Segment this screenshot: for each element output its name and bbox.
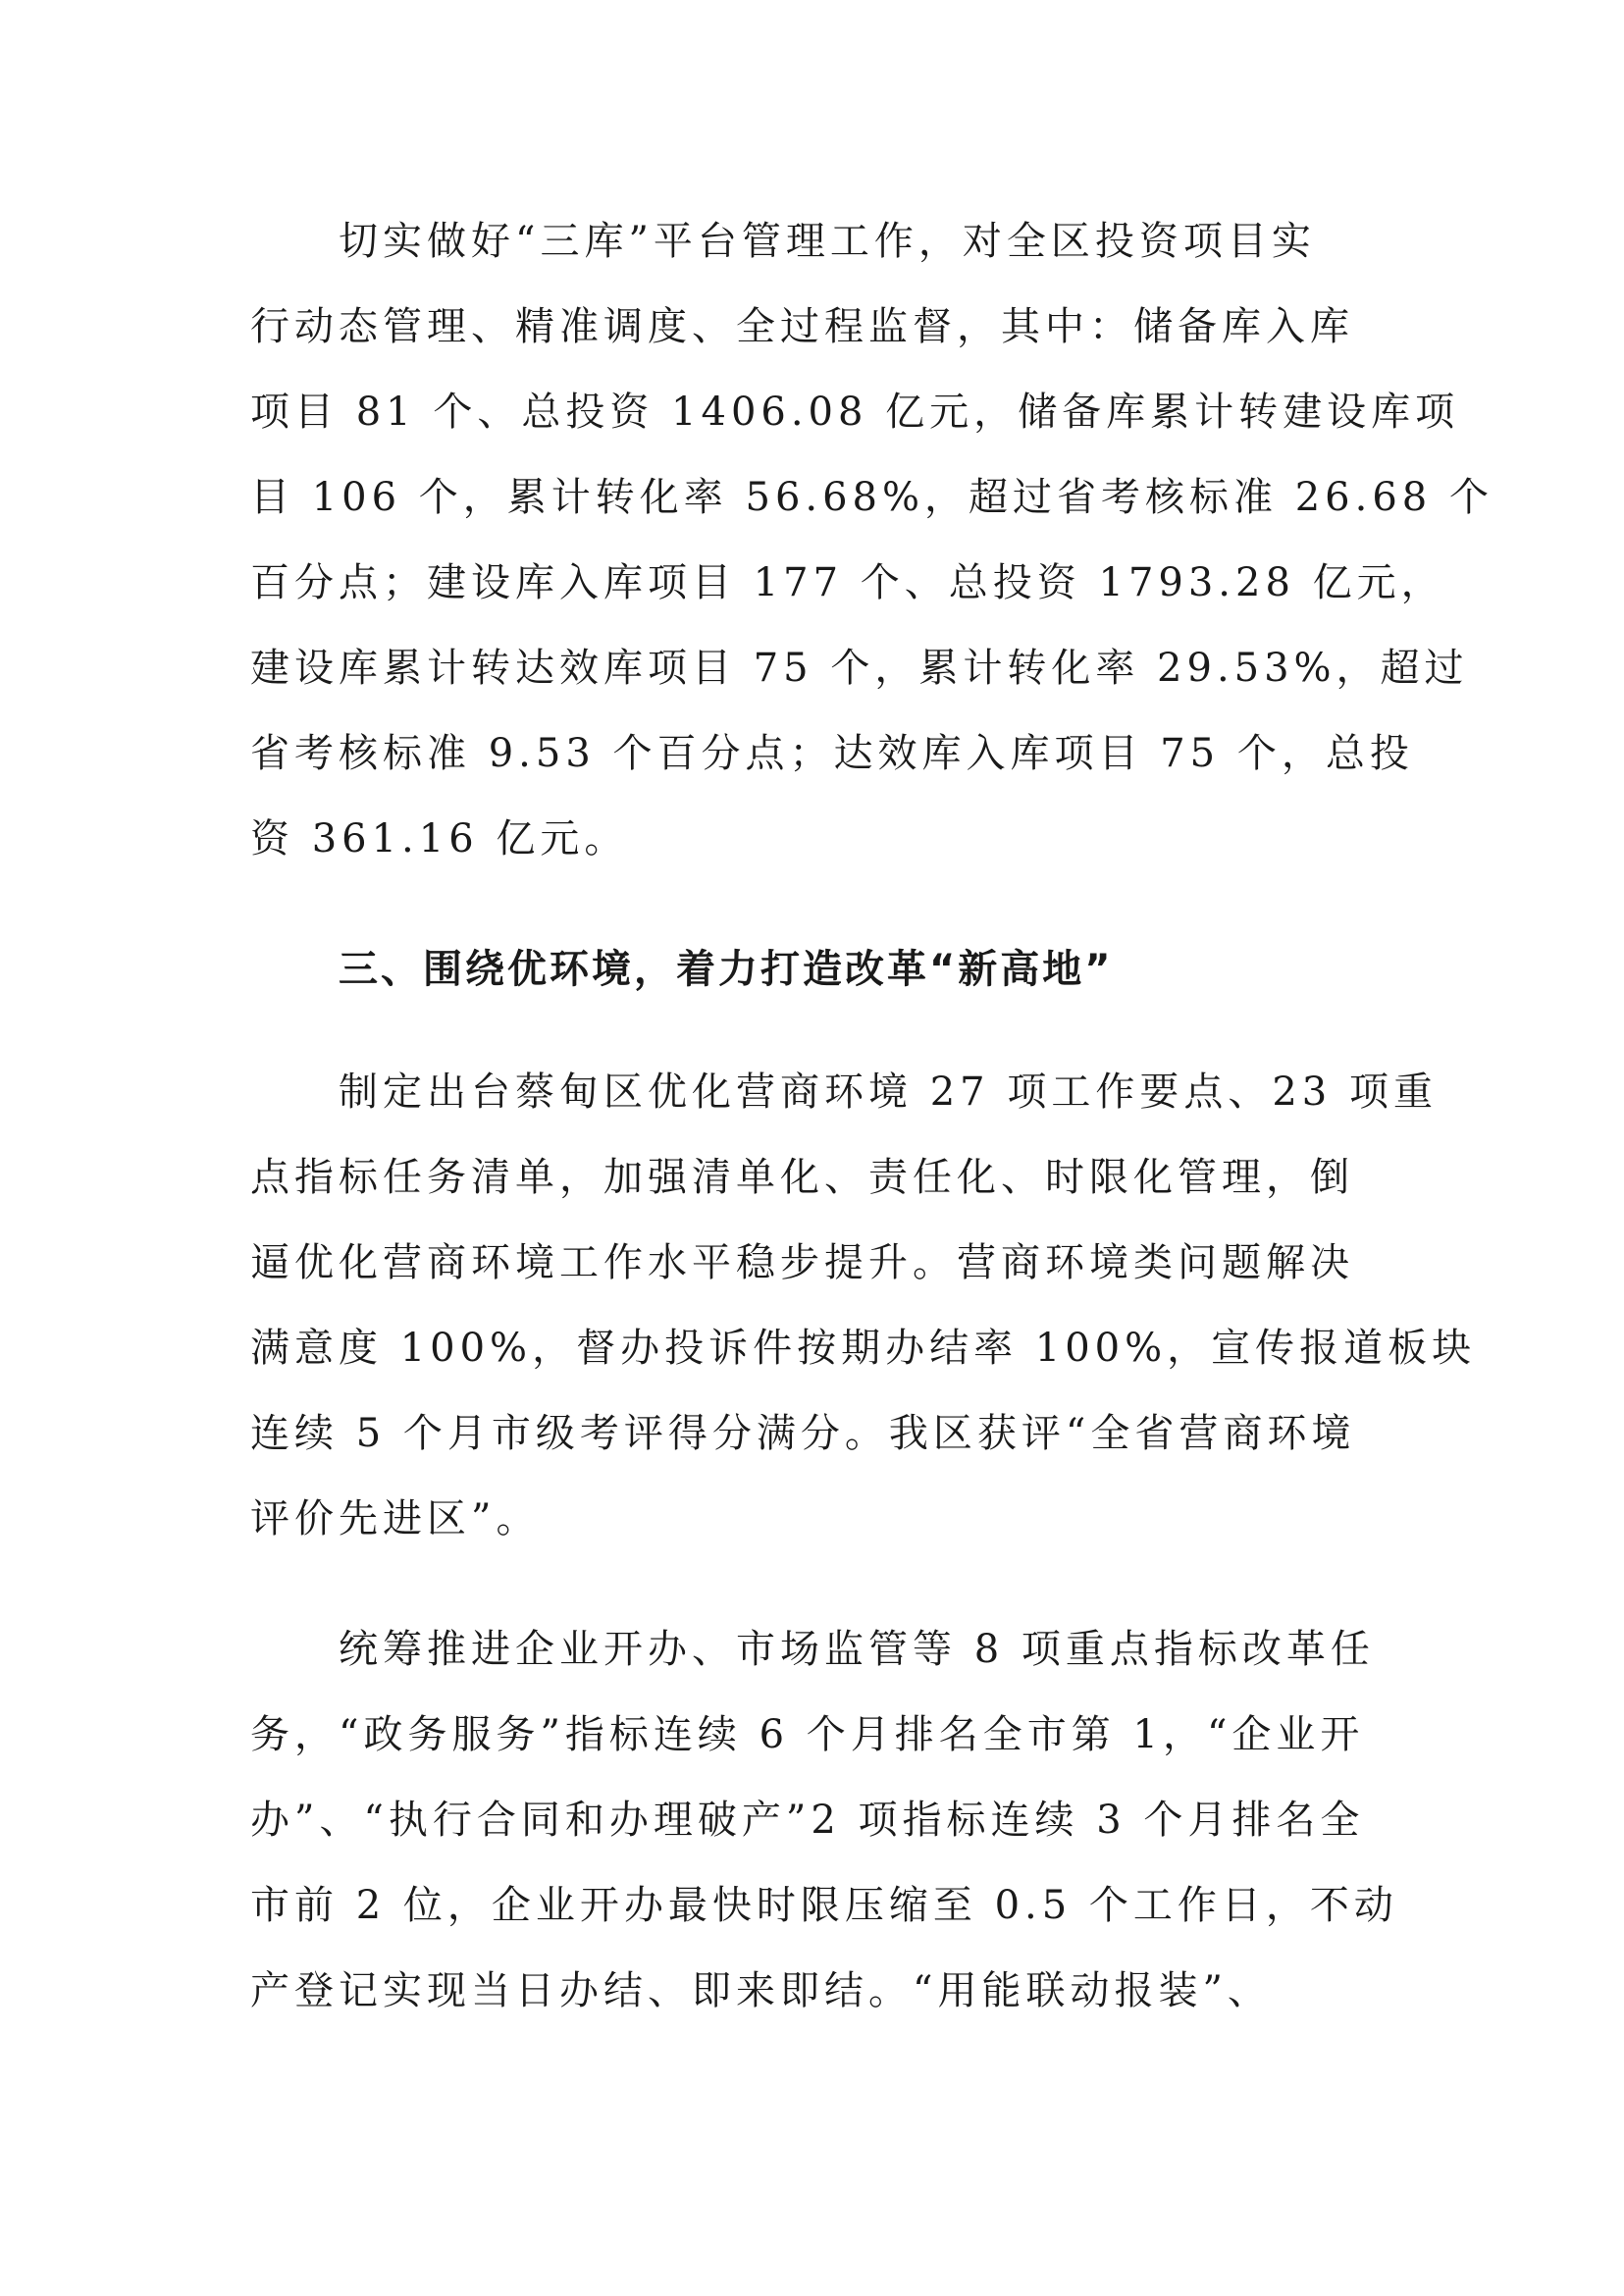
paragraph-1-line-4: 目 106 个，累计转化率 56.68%，超过省考核标准 26.68 个 bbox=[250, 475, 1493, 520]
paragraph-3-line-2: 务，“政务服务”指标连续 6 个月排名全市第 1，“企业开 bbox=[250, 1712, 1365, 1757]
paragraph-3-line-4: 市前 2 位，企业开办最快时限压缩至 0.5 个工作日，不动 bbox=[250, 1883, 1398, 1928]
paragraph-1-line-7: 省考核标准 9.53 个百分点；达效库入库项目 75 个，总投 bbox=[250, 731, 1414, 776]
paragraph-1-line-1: 切实做好“三库”平台管理工作，对全区投资项目实 bbox=[339, 219, 1316, 264]
paragraph-2-line-6: 评价先进区”。 bbox=[250, 1496, 541, 1541]
paragraph-2-line-3: 逼优化营商环境工作水平稳步提升。营商环境类问题解决 bbox=[250, 1240, 1354, 1285]
paragraph-2-line-2: 点指标任务清单，加强清单化、责任化、时限化管理，倒 bbox=[250, 1155, 1354, 1200]
paragraph-1-line-3: 项目 81 个、总投资 1406.08 亿元，储备库累计转建设库项 bbox=[250, 390, 1460, 435]
section-heading: 三、围绕优环境，着力打造改革“新高地” bbox=[339, 947, 1114, 992]
paragraph-2-line-1: 制定出台蔡甸区优化营商环境 27 项工作要点、23 项重 bbox=[339, 1070, 1438, 1115]
paragraph-1-line-6: 建设库累计转达效库项目 75 个，累计转化率 29.53%，超过 bbox=[250, 646, 1469, 691]
paragraph-3-line-3: 办”、“执行合同和办理破产”2 项指标连续 3 个月排名全 bbox=[250, 1798, 1365, 1843]
paragraph-1-line-8: 资 361.16 亿元。 bbox=[250, 816, 629, 861]
paragraph-3-line-5: 产登记实现当日办结、即来即结。“用能联动报装”、 bbox=[250, 1968, 1272, 2013]
paragraph-3-line-1: 统筹推进企业开办、市场监管等 8 项重点指标改革任 bbox=[339, 1627, 1375, 1672]
paragraph-1-line-2: 行动态管理、精准调度、全过程监督，其中：储备库入库 bbox=[250, 304, 1354, 349]
paragraph-1-line-5: 百分点；建设库入库项目 177 个、总投资 1793.28 亿元， bbox=[250, 560, 1445, 605]
paragraph-2-line-4: 满意度 100%，督办投诉件按期办结率 100%，宣传报道板块 bbox=[250, 1326, 1477, 1371]
paragraph-2-line-5: 连续 5 个月市级考评得分满分。我区获评“全省营商环境 bbox=[250, 1411, 1356, 1456]
